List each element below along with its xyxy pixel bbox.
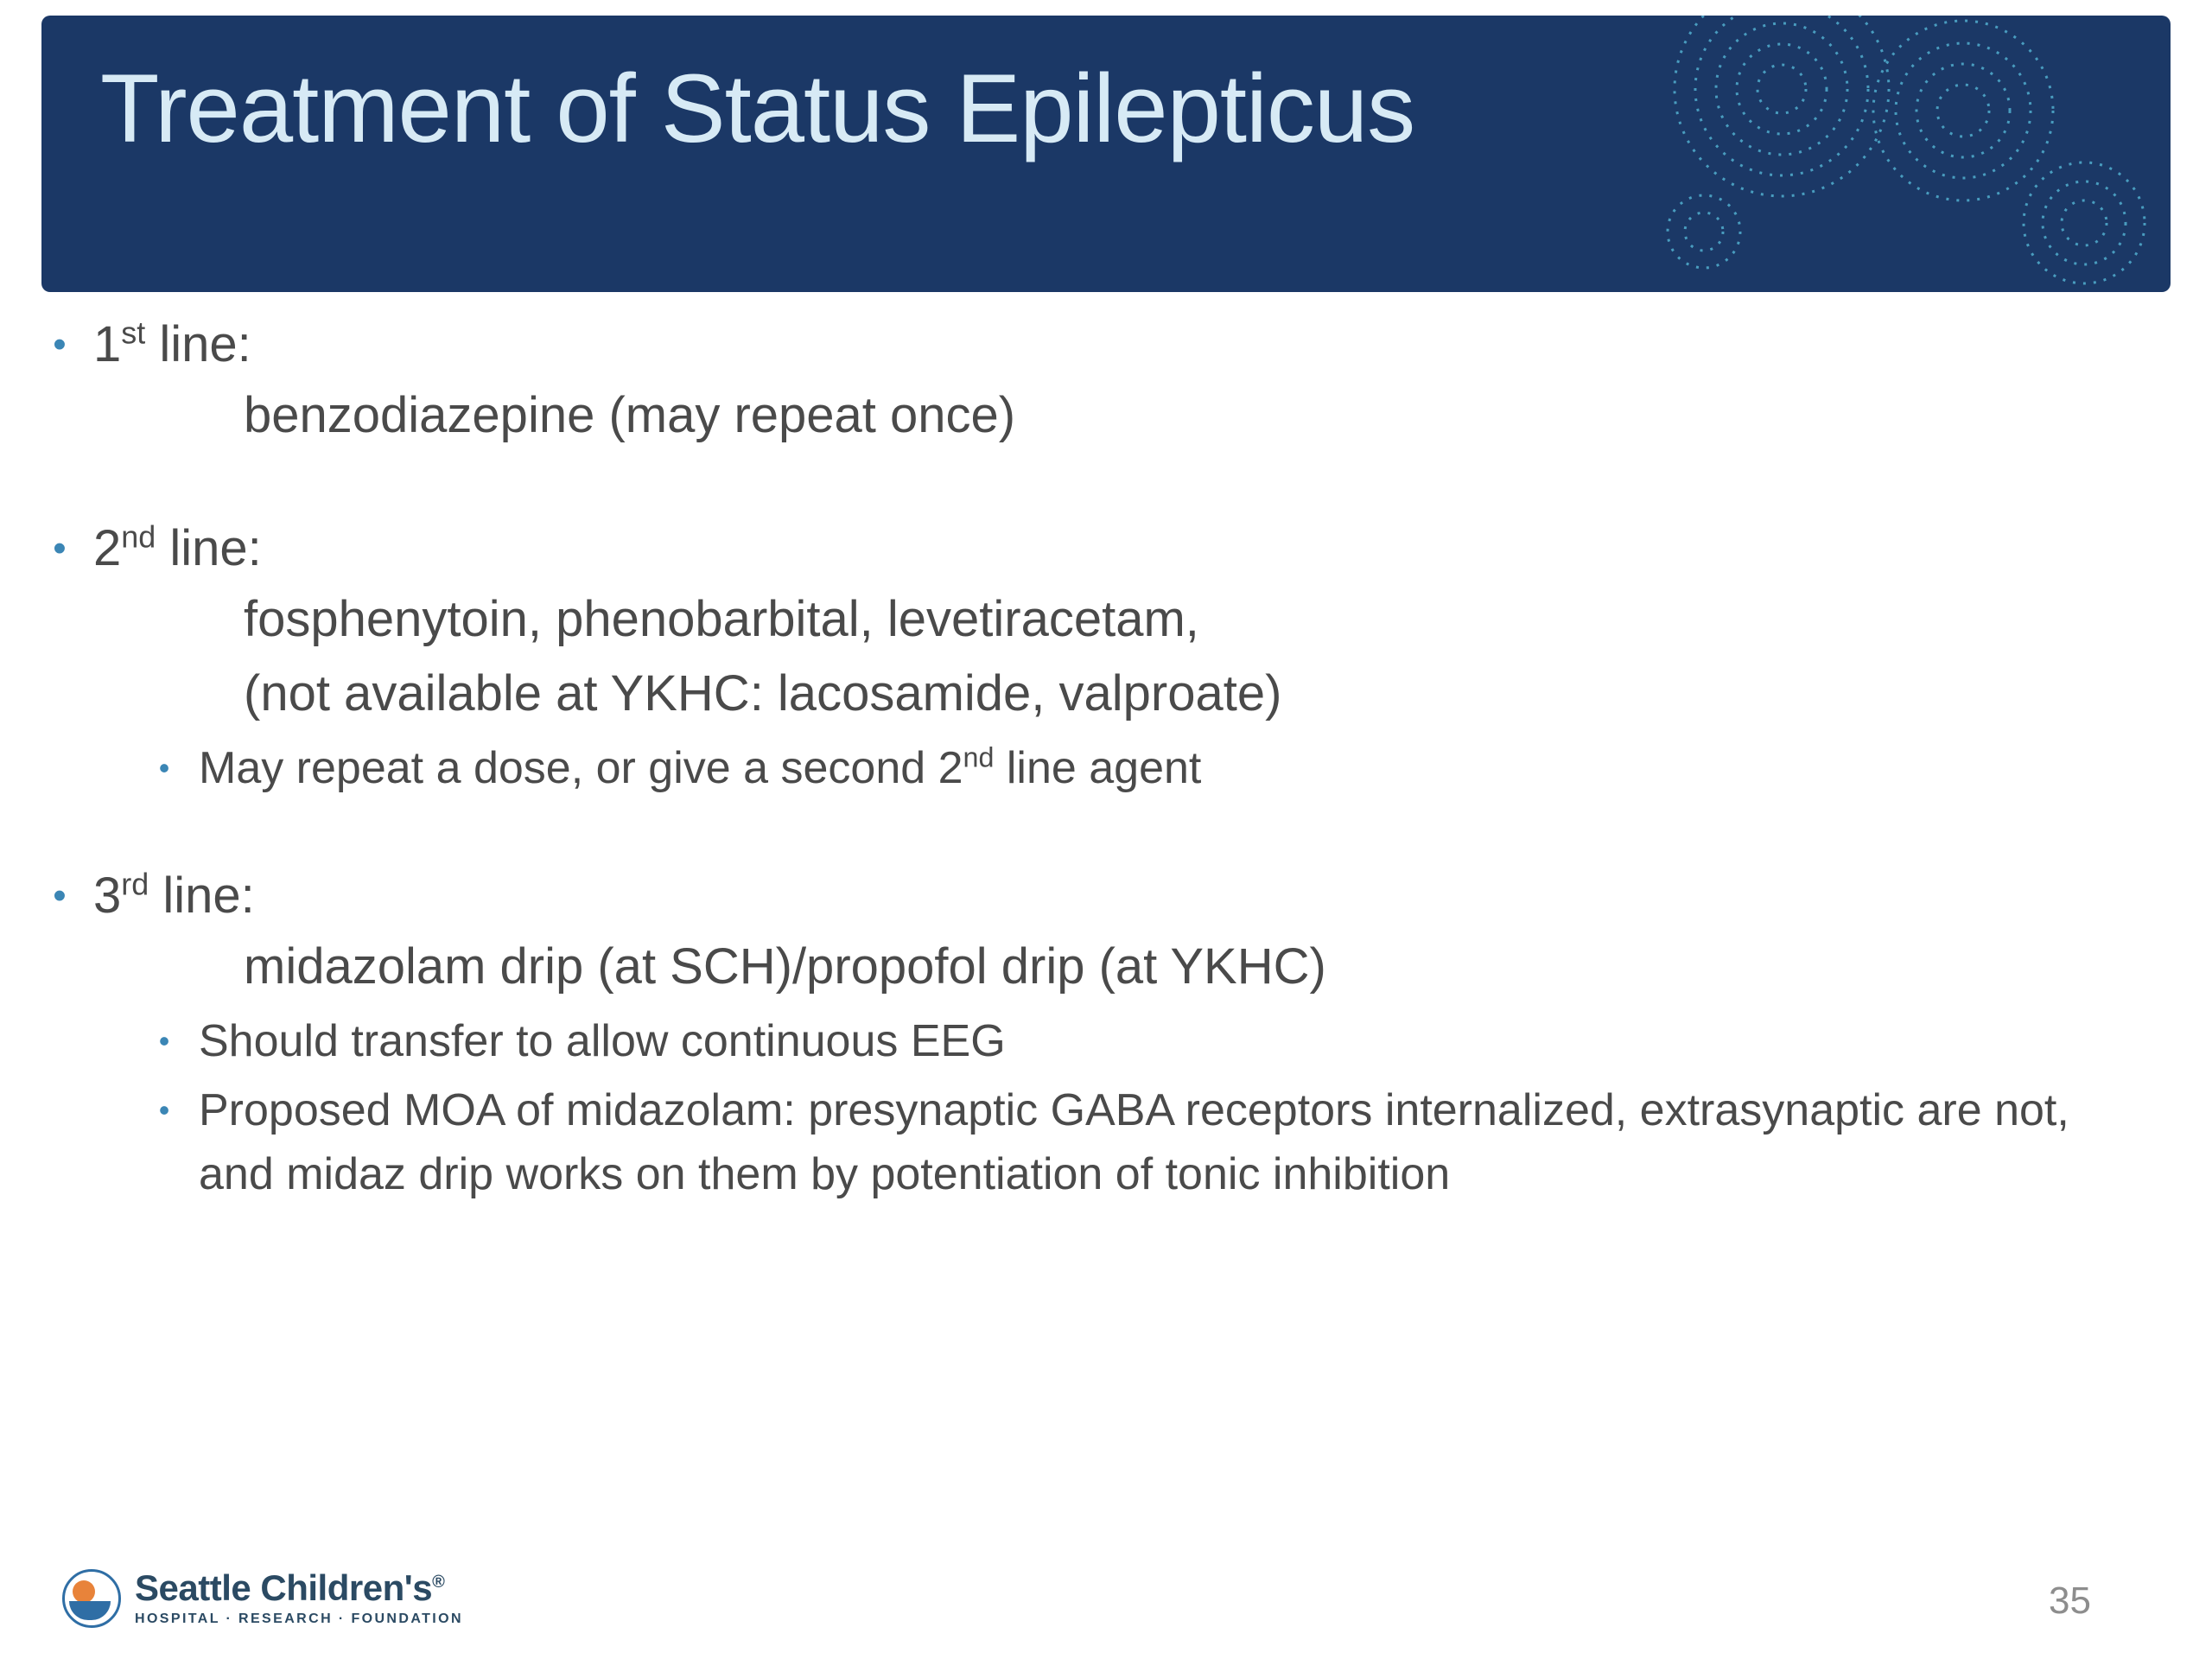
decorative-circles-graphic	[1635, 16, 2171, 292]
bullet-second-line	[0, 515, 2212, 582]
first-line-detail: benzodiazepine (may repeat once)	[244, 387, 1016, 443]
second-line-label: 2nd line:	[93, 518, 262, 576]
third-line-detail: midazolam drip (at SCH)/propofol drip (at YKHC)	[244, 938, 1326, 995]
bullet-dot-icon: •	[158, 1023, 170, 1058]
bullet-dot-icon: •	[158, 1092, 170, 1128]
registered-trademark-icon: ®	[432, 1573, 445, 1592]
second-line-detail-1: fosphenytoin, phenobarbital, levetiracetam,	[244, 591, 1199, 647]
bullet-first-line	[0, 311, 2212, 378]
second-line-subbullet-text: May repeat a dose, or give a second 2nd line agent	[199, 741, 1202, 793]
logo-name: Seattle Children's®	[135, 1567, 445, 1608]
subbullet-ordinal-suffix: nd	[963, 741, 995, 773]
third-line-subbullet-1	[0, 1009, 2212, 1073]
third-line-subbullet-1-text: Should transfer to allow continuous EEG	[199, 1016, 1006, 1066]
page-title: Treatment of Status Epilepticus	[100, 54, 1415, 162]
third-line-ordinal-suffix: rd	[121, 866, 149, 902]
slide-body	[0, 311, 2212, 1206]
seattle-childrens-logo-icon	[62, 1569, 121, 1628]
third-line-label: 3rd line:	[93, 866, 255, 924]
second-line-subbullet	[0, 736, 2212, 800]
bullet-dot-icon: •	[53, 527, 67, 569]
bullet-dot-icon: •	[53, 874, 67, 917]
bullet-dot-icon: •	[158, 750, 170, 785]
slide-title-banner	[41, 16, 2171, 292]
bullet-dot-icon: •	[53, 323, 67, 365]
second-line-detail-2: (not available at YKHC: lacosamide, valproate)	[244, 665, 1282, 721]
first-line-ordinal-suffix: st	[121, 315, 146, 351]
first-line-label: 1st line:	[93, 315, 251, 372]
page-number: 35	[2049, 1580, 2091, 1622]
third-line-subbullet-2-text: Proposed MOA of midazolam: presynaptic GABA receptors internalized, extrasynaptic are not, and midaz drip works on them by potentiation of tonic inhibition	[199, 1085, 2069, 1199]
spacer	[0, 453, 2212, 515]
bullet-third-line	[0, 862, 2212, 930]
second-line-ordinal-suffix: nd	[121, 518, 156, 555]
third-line-subbullet-2	[0, 1078, 2212, 1206]
spacer	[0, 800, 2212, 862]
logo-tagline: HOSPITAL · RESEARCH · FOUNDATION	[135, 1611, 463, 1626]
organization-logo	[62, 1569, 463, 1628]
